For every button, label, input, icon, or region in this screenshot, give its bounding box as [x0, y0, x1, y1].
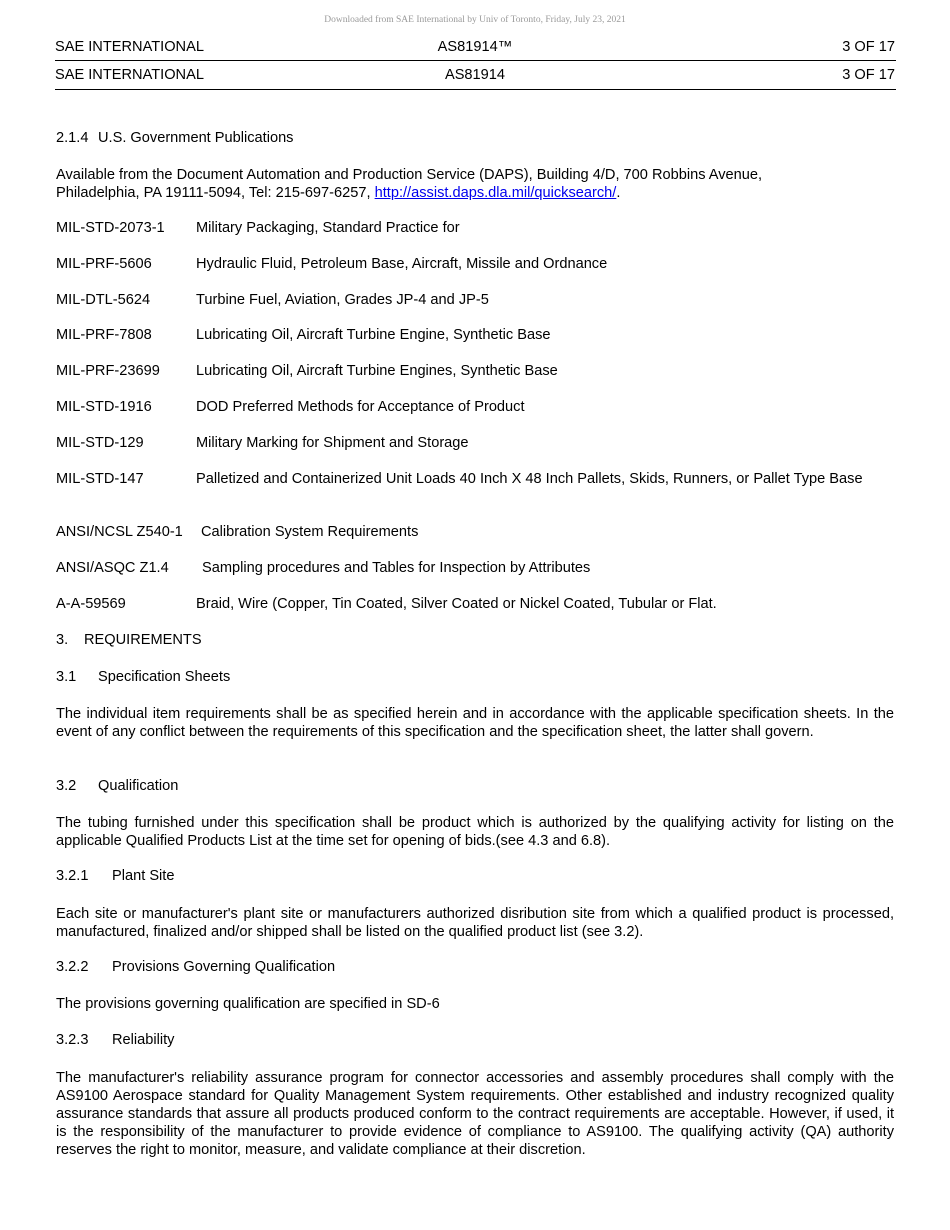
paragraph-3-2: The tubing furnished under this specification shall be product which is authorized by the qualifying activity for listing on the applicable Qualified Products List at the time set for opening of bids.(see 4.3 and 6.8).	[56, 815, 894, 849]
section-heading-2-1-4	[56, 130, 293, 146]
section-title: Qualification	[98, 778, 179, 794]
paragraph-3-2-3: The manufacturer's reliability assurance program for connector accessories and assembly procedures shall comply with the AS9100 Aerospace standard for Quality Management System requirements. Other established and industry recognized quality assurance standards that assure all products produced conform to the contract requirements are acceptable. However, if used, it is the responsibility of the manufacturer to provide evidence of compliance to AS9100. The qualifying activity (QA) authority reserves the right to monitor, measure, and validate compliance at their discretion.	[56, 1070, 894, 1158]
section-heading-3-1	[56, 669, 230, 685]
section-heading-3	[56, 632, 202, 648]
header-page-number: 3 OF 17	[842, 67, 895, 83]
section-title: Provisions Governing Qualification	[112, 959, 336, 975]
section-number: 3.	[56, 632, 69, 648]
section-heading-3-2	[56, 778, 178, 794]
reference-code: MIL-PRF-5606	[56, 256, 152, 272]
download-watermark: Downloaded from SAE International by Univ of Toronto, Friday, July 23, 2021	[324, 15, 626, 25]
header-doc-number: AS81914™	[437, 39, 513, 55]
reference-title: Sampling procedures and Tables for Inspection by Attributes	[202, 560, 591, 576]
reference-code: A-A-59569	[56, 596, 126, 612]
header-org: SAE INTERNATIONAL	[55, 67, 204, 83]
reference-code: ANSI/ASQC Z1.4	[56, 560, 169, 576]
reference-code: ANSI/NCSL Z540-1	[56, 524, 183, 540]
assist-quicksearch-link[interactable]: http://assist.daps.dla.mil/quicksearch/	[374, 185, 617, 201]
reference-title: DOD Preferred Methods for Acceptance of Product	[196, 399, 525, 415]
reference-title: Hydraulic Fluid, Petroleum Base, Aircraft, Missile and Ordnance	[196, 256, 608, 272]
availability-period: .	[616, 185, 621, 201]
section-title: Plant Site	[112, 868, 175, 884]
running-header-second	[55, 67, 895, 87]
reference-code: MIL-PRF-23699	[56, 363, 160, 379]
section-heading-3-2-3	[56, 1032, 174, 1048]
reference-title: Military Packaging, Standard Practice for	[196, 220, 460, 236]
reference-title: Lubricating Oil, Aircraft Turbine Engine, Synthetic Base	[196, 327, 551, 343]
reference-title: Military Marking for Shipment and Storage	[196, 435, 469, 451]
section-title: Specification Sheets	[98, 669, 231, 685]
section-heading-3-2-1	[56, 868, 174, 884]
reference-title: Palletized and Containerized Unit Loads 40 Inch X 48 Inch Pallets, Skids, Runners, or Pallet Type Base	[196, 471, 863, 487]
reference-code: MIL-STD-147	[56, 471, 144, 487]
section-title: U.S. Government Publications	[98, 130, 294, 146]
section-heading-3-2-2	[56, 959, 335, 975]
paragraph-3-1: The individual item requirements shall be as specified herein and in accordance with the applicable specification sheets. In the event of any conflict between the requirements of this specification and the specification sheet, the latter shall govern.	[56, 706, 894, 740]
paragraph-3-2-2: The provisions governing qualification are specified in SD-6	[56, 996, 440, 1012]
reference-title: Turbine Fuel, Aviation, Grades JP-4 and JP-5	[196, 292, 489, 308]
reference-title: Braid, Wire (Copper, Tin Coated, Silver Coated or Nickel Coated, Tubular or Flat.	[196, 596, 717, 612]
section-title: Reliability	[112, 1032, 175, 1048]
section-number: 3.2.3	[56, 1032, 89, 1048]
header-rule-second	[55, 89, 896, 90]
section-number: 3.2	[56, 778, 77, 794]
reference-code: MIL-STD-129	[56, 435, 144, 451]
reference-code: MIL-DTL-5624	[56, 292, 151, 308]
paragraph-3-2-1: Each site or manufacturer's plant site or manufacturers authorized disribution site from which a qualified product is processed, manufactured, finalized and/or shipped shall be listed on the qualified product list (see 3.2).	[56, 906, 894, 940]
reference-title: Calibration System Requirements	[201, 524, 419, 540]
section-number: 3.2.2	[56, 959, 89, 975]
reference-title: Lubricating Oil, Aircraft Turbine Engines, Synthetic Base	[196, 363, 558, 379]
header-doc-number: AS81914	[444, 67, 506, 83]
header-org: SAE INTERNATIONAL	[55, 39, 204, 55]
section-number: 3.1	[56, 669, 77, 685]
availability-line-2: Philadelphia, PA 19111-5094, Tel: 215-697-6257,	[56, 185, 375, 201]
availability-line-1: Available from the Document Automation and Production Service (DAPS), Building 4/D, 700 Robbins Avenue,	[56, 167, 763, 183]
section-number: 2.1.4	[56, 130, 89, 146]
reference-code: MIL-STD-2073-1	[56, 220, 165, 236]
reference-code: MIL-PRF-7808	[56, 327, 152, 343]
header-page-number: 3 OF 17	[842, 39, 895, 55]
section-number: 3.2.1	[56, 868, 89, 884]
reference-code: MIL-STD-1916	[56, 399, 152, 415]
section-title: REQUIREMENTS	[84, 632, 202, 648]
running-header-top	[55, 39, 895, 59]
header-rule-top	[55, 60, 896, 61]
availability-paragraph	[56, 166, 894, 202]
